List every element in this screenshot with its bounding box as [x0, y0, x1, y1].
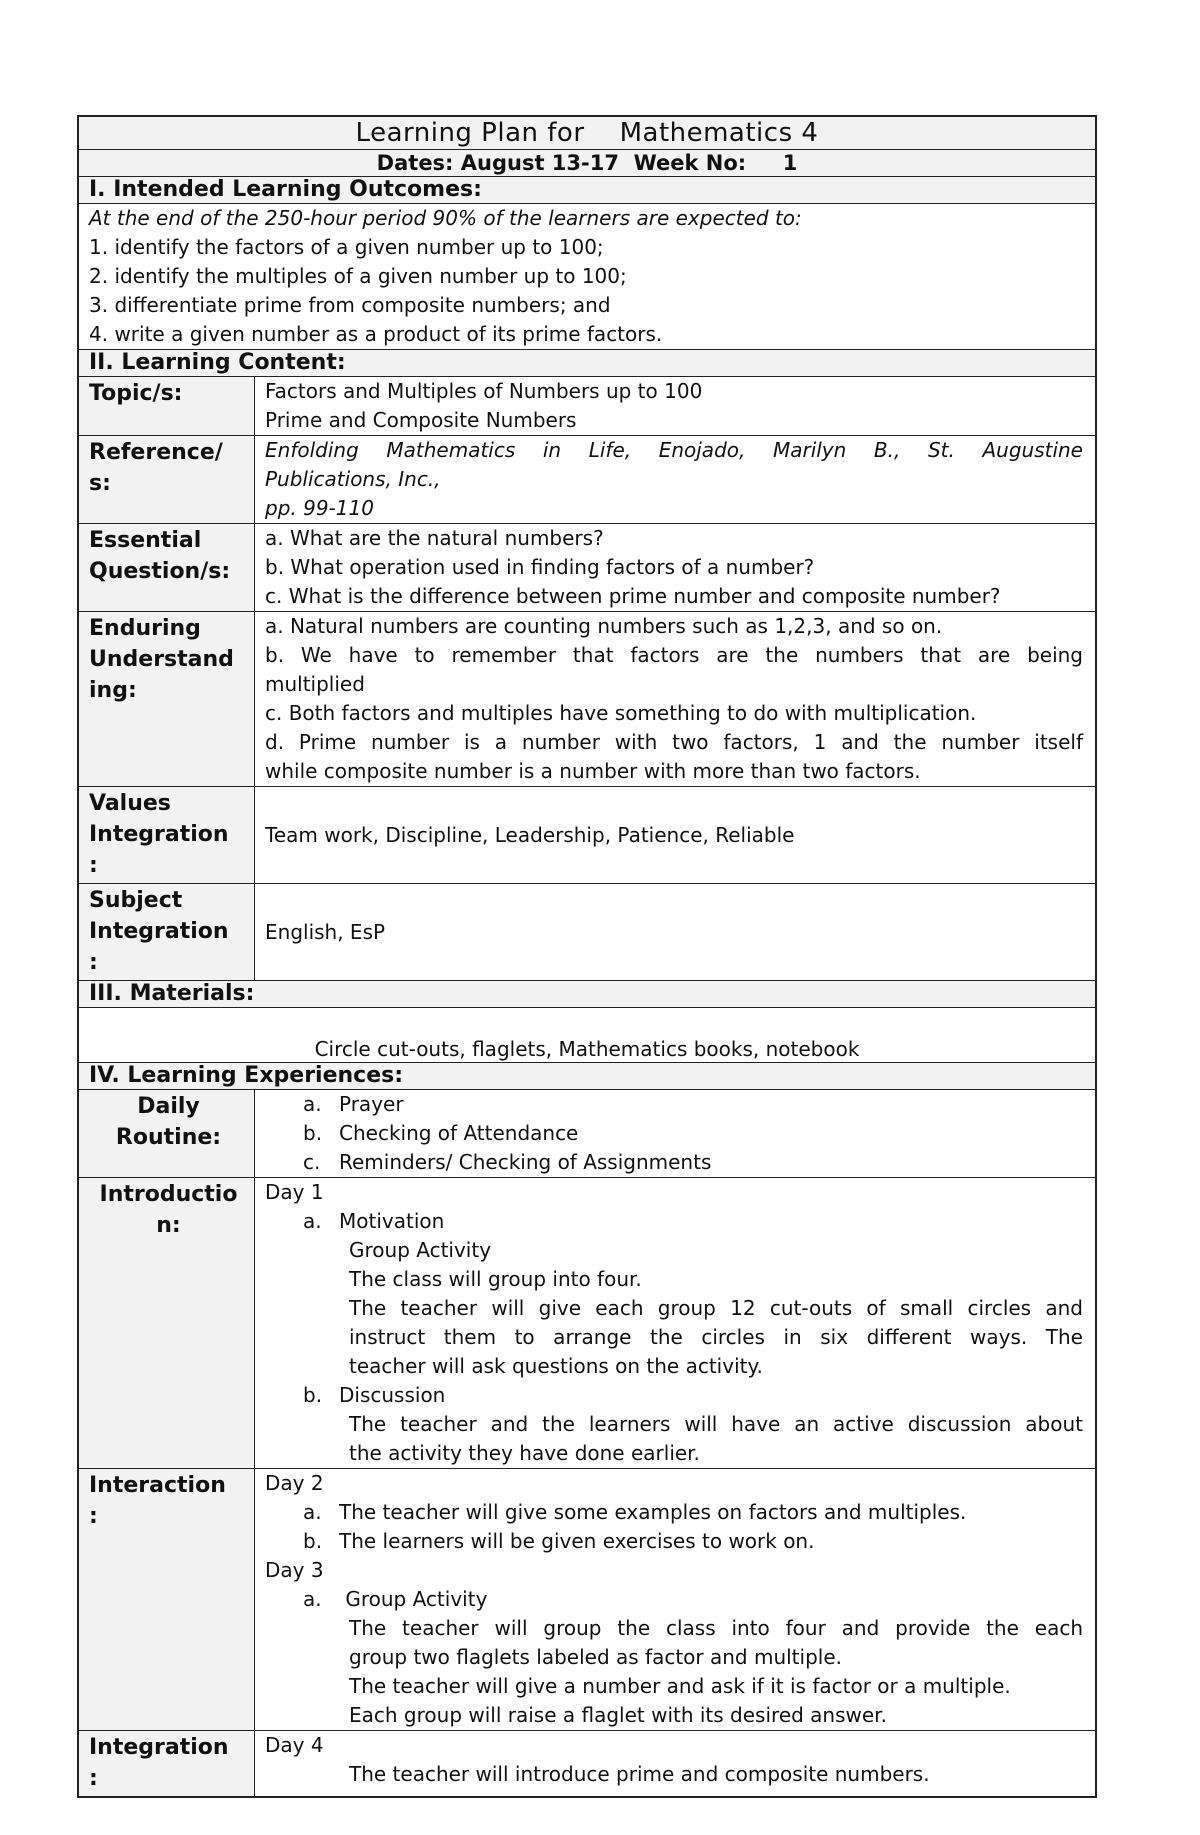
enduring-understanding-value	[255, 612, 1095, 786]
interaction-item	[303, 1585, 1083, 1614]
reference-label-line: s:	[89, 471, 111, 496]
detail-line: The teacher will give each group 12 cut-outs of small circles and	[349, 1296, 1083, 1320]
subject-label-line: Integration	[89, 919, 229, 944]
values-label-line: Values	[89, 791, 171, 816]
interaction-label	[79, 1469, 255, 1730]
integration-label-line: :	[89, 1766, 98, 1791]
reference-value	[255, 436, 1095, 523]
values-integration-row	[79, 786, 1095, 883]
essential-questions-row	[79, 523, 1095, 611]
interaction-text: The learners will be given exercises to work on.	[339, 1529, 815, 1553]
day-label: Day 4	[265, 1733, 324, 1757]
topic-row	[79, 376, 1095, 435]
materials-heading-row	[79, 980, 1095, 1007]
detail-line: The teacher and the learners will have an active discussion about	[349, 1412, 1083, 1436]
reference-line: Publications, Inc.,	[265, 467, 441, 491]
routine-marker: a.	[303, 1092, 322, 1116]
eu-label-line: Understand	[89, 647, 234, 672]
experiences-heading: IV. Learning Experiences:	[79, 1063, 1095, 1089]
intro-label-line: Introductio	[99, 1182, 238, 1207]
interaction-item	[303, 1527, 1083, 1556]
integration-label-line: Integration	[89, 1735, 229, 1760]
intro-item-text: Discussion	[339, 1383, 446, 1407]
integration-label	[79, 1731, 255, 1796]
detail-line: The class will group into four.	[349, 1267, 642, 1291]
interaction-label-line: :	[89, 1504, 98, 1529]
outcomes-row	[79, 203, 1095, 349]
understanding-line: d. Prime number is a number with two factors, 1 and the number itself	[265, 730, 1083, 754]
topic-value	[255, 377, 1095, 435]
routine-item	[303, 1090, 1083, 1119]
interaction-label-line: Interaction	[89, 1473, 226, 1498]
materials-row	[79, 1007, 1095, 1062]
routine-text: Prayer	[339, 1092, 404, 1116]
understanding-line: c. Both factors and multiples have something to do with multiplication.	[265, 701, 977, 725]
subject-label-line: Subject	[89, 888, 183, 913]
detail-line: The teacher will give a number and ask if it is factor or a multiple.	[349, 1674, 1011, 1698]
subject-label-line: :	[89, 950, 98, 975]
interaction-marker: a.	[303, 1500, 322, 1524]
outcomes-heading: I. Intended Learning Outcomes:	[79, 177, 1095, 203]
routine-label-line: Daily	[137, 1094, 200, 1119]
day4-details	[265, 1760, 1083, 1789]
values-integration-label	[79, 787, 255, 883]
eq-label-line: Question/s:	[89, 559, 231, 584]
outcome-item: 1. identify the factors of a given number up to 100;	[89, 235, 604, 259]
enduring-understanding-row	[79, 611, 1095, 786]
question-line: a. What are the natural numbers?	[265, 526, 604, 550]
reference-line: pp. 99-110	[265, 496, 374, 520]
interaction-text: The teacher will give some examples on factors and multiples.	[339, 1500, 967, 1524]
understanding-line: b. We have to remember that factors are the numbers that are being	[265, 643, 1083, 667]
reference-row	[79, 435, 1095, 523]
routine-label-line: Routine:	[115, 1125, 222, 1150]
integration-row	[79, 1730, 1095, 1796]
introduction-value	[255, 1178, 1095, 1468]
understanding-line: multiplied	[265, 672, 365, 696]
routine-marker: b.	[303, 1121, 323, 1145]
dates-week: Dates: August 13-17 Week No: 1	[79, 150, 1095, 176]
interaction-marker: a.	[303, 1587, 322, 1611]
outcome-item: 3. differentiate prime from composite numbers; and	[89, 293, 611, 317]
routine-text: Reminders/ Checking of Assignments	[339, 1150, 712, 1174]
materials-heading: III. Materials:	[79, 981, 1095, 1007]
day-label: Day 2	[265, 1471, 324, 1495]
intro-b-details	[265, 1410, 1083, 1468]
routine-text: Checking of Attendance	[339, 1121, 579, 1145]
reference-label-line: Reference/	[89, 440, 223, 465]
interaction-value	[255, 1469, 1095, 1730]
plan-title: Learning Plan for Mathematics 4	[79, 117, 1095, 149]
topic-line: Factors and Multiples of Numbers up to 100	[265, 379, 703, 403]
eu-label-line: ing:	[89, 678, 137, 703]
introduction-label	[79, 1178, 255, 1468]
enduring-understanding-label	[79, 612, 255, 786]
title-row	[79, 117, 1095, 149]
dates-row	[79, 149, 1095, 176]
interaction-marker: b.	[303, 1529, 323, 1553]
content-heading: II. Learning Content:	[79, 350, 1095, 376]
detail-line: Each group will raise a flaglet with its desired answer.	[349, 1703, 887, 1727]
detail-line: teacher will ask questions on the activity.	[349, 1354, 763, 1378]
values-label-line: Integration	[89, 822, 229, 847]
intro-marker: b.	[303, 1383, 323, 1407]
question-line: b. What operation used in finding factors of a number?	[265, 555, 815, 579]
day-label: Day 1	[265, 1180, 324, 1204]
learning-plan-table	[77, 115, 1097, 1798]
interaction-row	[79, 1468, 1095, 1730]
essential-questions-value	[255, 524, 1095, 611]
interaction-text: Group Activity	[339, 1587, 488, 1611]
intro-item	[303, 1381, 1083, 1410]
outcomes-list	[79, 204, 1095, 349]
subject-integration-value: English, EsP	[265, 919, 386, 944]
intro-item-text: Motivation	[339, 1209, 445, 1233]
detail-line: The teacher will introduce prime and composite numbers.	[349, 1762, 930, 1786]
values-label-line: :	[89, 853, 98, 878]
intro-marker: a.	[303, 1209, 322, 1233]
routine-item	[303, 1148, 1083, 1177]
subject-integration-row	[79, 883, 1095, 980]
topic-line: Prime and Composite Numbers	[265, 408, 577, 432]
daily-routine-label	[79, 1090, 255, 1177]
daily-routine-value	[255, 1090, 1095, 1177]
topic-label: Topic/s:	[79, 377, 255, 435]
outcome-item: 4. write a given number as a product of its prime factors.	[89, 322, 663, 346]
intro-label-line: n:	[156, 1213, 181, 1238]
routine-item	[303, 1119, 1083, 1148]
eq-label-line: Essential	[89, 528, 202, 553]
intro-item	[303, 1207, 1083, 1236]
essential-questions-label	[79, 524, 255, 611]
integration-value	[255, 1731, 1095, 1796]
interaction-item	[303, 1498, 1083, 1527]
introduction-row	[79, 1177, 1095, 1468]
experiences-heading-row	[79, 1062, 1095, 1089]
detail-line: group two flaglets labeled as factor and multiple.	[349, 1645, 842, 1669]
routine-marker: c.	[303, 1150, 321, 1174]
outcomes-intro: At the end of the 250-hour period 90% of the learners are expected to:	[89, 206, 802, 230]
day-label: Day 3	[265, 1558, 324, 1582]
detail-line: Group Activity	[349, 1238, 492, 1262]
eu-label-line: Enduring	[89, 616, 201, 641]
detail-line: The teacher will group the class into four and provide the each	[349, 1616, 1083, 1640]
daily-routine-row	[79, 1089, 1095, 1177]
understanding-line: a. Natural numbers are counting numbers such as 1,2,3, and so on.	[265, 614, 943, 638]
understanding-line: while composite number is a number with more than two factors.	[265, 759, 921, 783]
values-integration-value: Team work, Discipline, Leadership, Patience, Reliable	[265, 822, 795, 847]
detail-line: instruct them to arrange the circles in six different ways. The	[349, 1325, 1083, 1349]
reference-label	[79, 436, 255, 523]
outcome-item: 2. identify the multiples of a given number up to 100;	[89, 264, 627, 288]
day3-details	[265, 1614, 1083, 1730]
reference-line: Enfolding Mathematics in Life, Enojado, Marilyn B., St. Augustine	[265, 438, 1083, 462]
content-heading-row	[79, 349, 1095, 376]
intro-a-details	[265, 1236, 1083, 1381]
question-line: c. What is the difference between prime number and composite number?	[265, 584, 1001, 608]
outcomes-heading-row	[79, 176, 1095, 203]
subject-integration-label	[79, 884, 255, 980]
detail-line: the activity they have done earlier.	[349, 1441, 700, 1465]
materials-text: Circle cut-outs, flaglets, Mathematics books, notebook	[314, 1037, 860, 1061]
